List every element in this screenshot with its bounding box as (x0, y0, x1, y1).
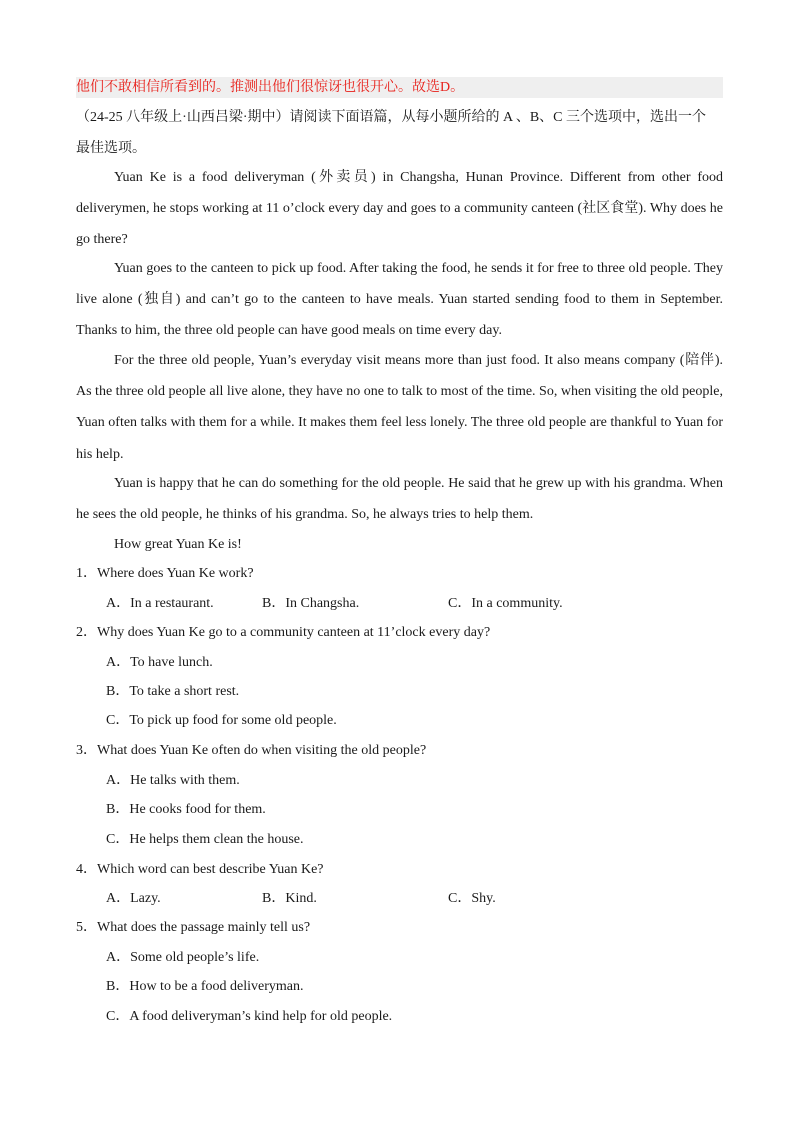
question-1-option-b: B．In Changsha. (262, 596, 360, 611)
question-2-stem: 2．Why does Yuan Ke go to a community canteen at 11’clock every day? (76, 625, 491, 640)
question-2-option-b: B．To take a short rest. (106, 684, 240, 699)
question-2-option-a: A．To have lunch. (106, 655, 213, 670)
passage-closing: How great Yuan Ke is! (114, 537, 242, 552)
question-4-option-a: A．Lazy. (106, 891, 161, 906)
question-2-option-c: C．To pick up food for some old people. (106, 713, 337, 728)
question-5-option-a: A．Some old people’s life. (106, 950, 260, 965)
passage-paragraph-3: For the three old people, Yuan’s everyday visit means more than just food. It also means company (陪伴). As the three old people all live alone, they have no one to talk to most of the time. So, when visiting the old people, Yuan often talks with them for a while. It makes them feel less lonely. The three old people are thankful to Yuan for his help. (76, 353, 723, 462)
question-1-stem: 1．Where does Yuan Ke work? (76, 566, 254, 581)
question-5-option-c: C．A food deliveryman’s kind help for old people. (106, 1009, 393, 1024)
passage-paragraph-1: Yuan Ke is a food deliveryman (外卖员) in Changsha, Hunan Province. Different from other food deliverymen, he stops working at 11 o’clock every day and goes to a community canteen (社区食堂). Why does he go there? (76, 170, 723, 248)
question-3-option-a: A．He talks with them. (106, 773, 240, 788)
passage-paragraph-4: Yuan is happy that he can do something for the old people. He said that he grew up with his grandma. When he sees the old people, he thinks of his grandma. So, he always tries to help them. (76, 476, 723, 523)
passage-paragraph-2: Yuan goes to the canteen to pick up food. After taking the food, he sends it for free to three old people. They live alone (独自) and can’t go to the canteen to have meals. Yuan started sending food to them in September. Thanks to him, the three old people can have good meals on time every day. (76, 261, 723, 339)
answer-explanation: 他们不敢相信所看到的。推测出他们很惊讶也很开心。故选D。 (76, 77, 723, 98)
source-instruction-line2: 最佳选项。 (76, 141, 146, 156)
question-1-option-c: C．In a community. (448, 596, 563, 611)
question-1-option-a: A．In a restaurant. (106, 596, 214, 611)
question-5-stem: 5．What does the passage mainly tell us? (76, 920, 311, 935)
question-5-option-b: B．How to be a food deliveryman. (106, 979, 304, 994)
question-4-option-c: C．Shy. (448, 891, 496, 906)
question-4-stem: 4．Which word can best describe Yuan Ke? (76, 862, 324, 877)
question-4-option-b: B．Kind. (262, 891, 317, 906)
source-instruction-line1: （24-25 八年级上·山西吕梁·期中）请阅读下面语篇，从每小题所给的 A 、B、C 三个选项中，选出一个 (76, 110, 706, 125)
question-3-option-c: C．He helps them clean the house. (106, 832, 304, 847)
question-3-option-b: B．He cooks food for them. (106, 802, 266, 817)
question-3-stem: 3．What does Yuan Ke often do when visiting the old people? (76, 743, 427, 758)
